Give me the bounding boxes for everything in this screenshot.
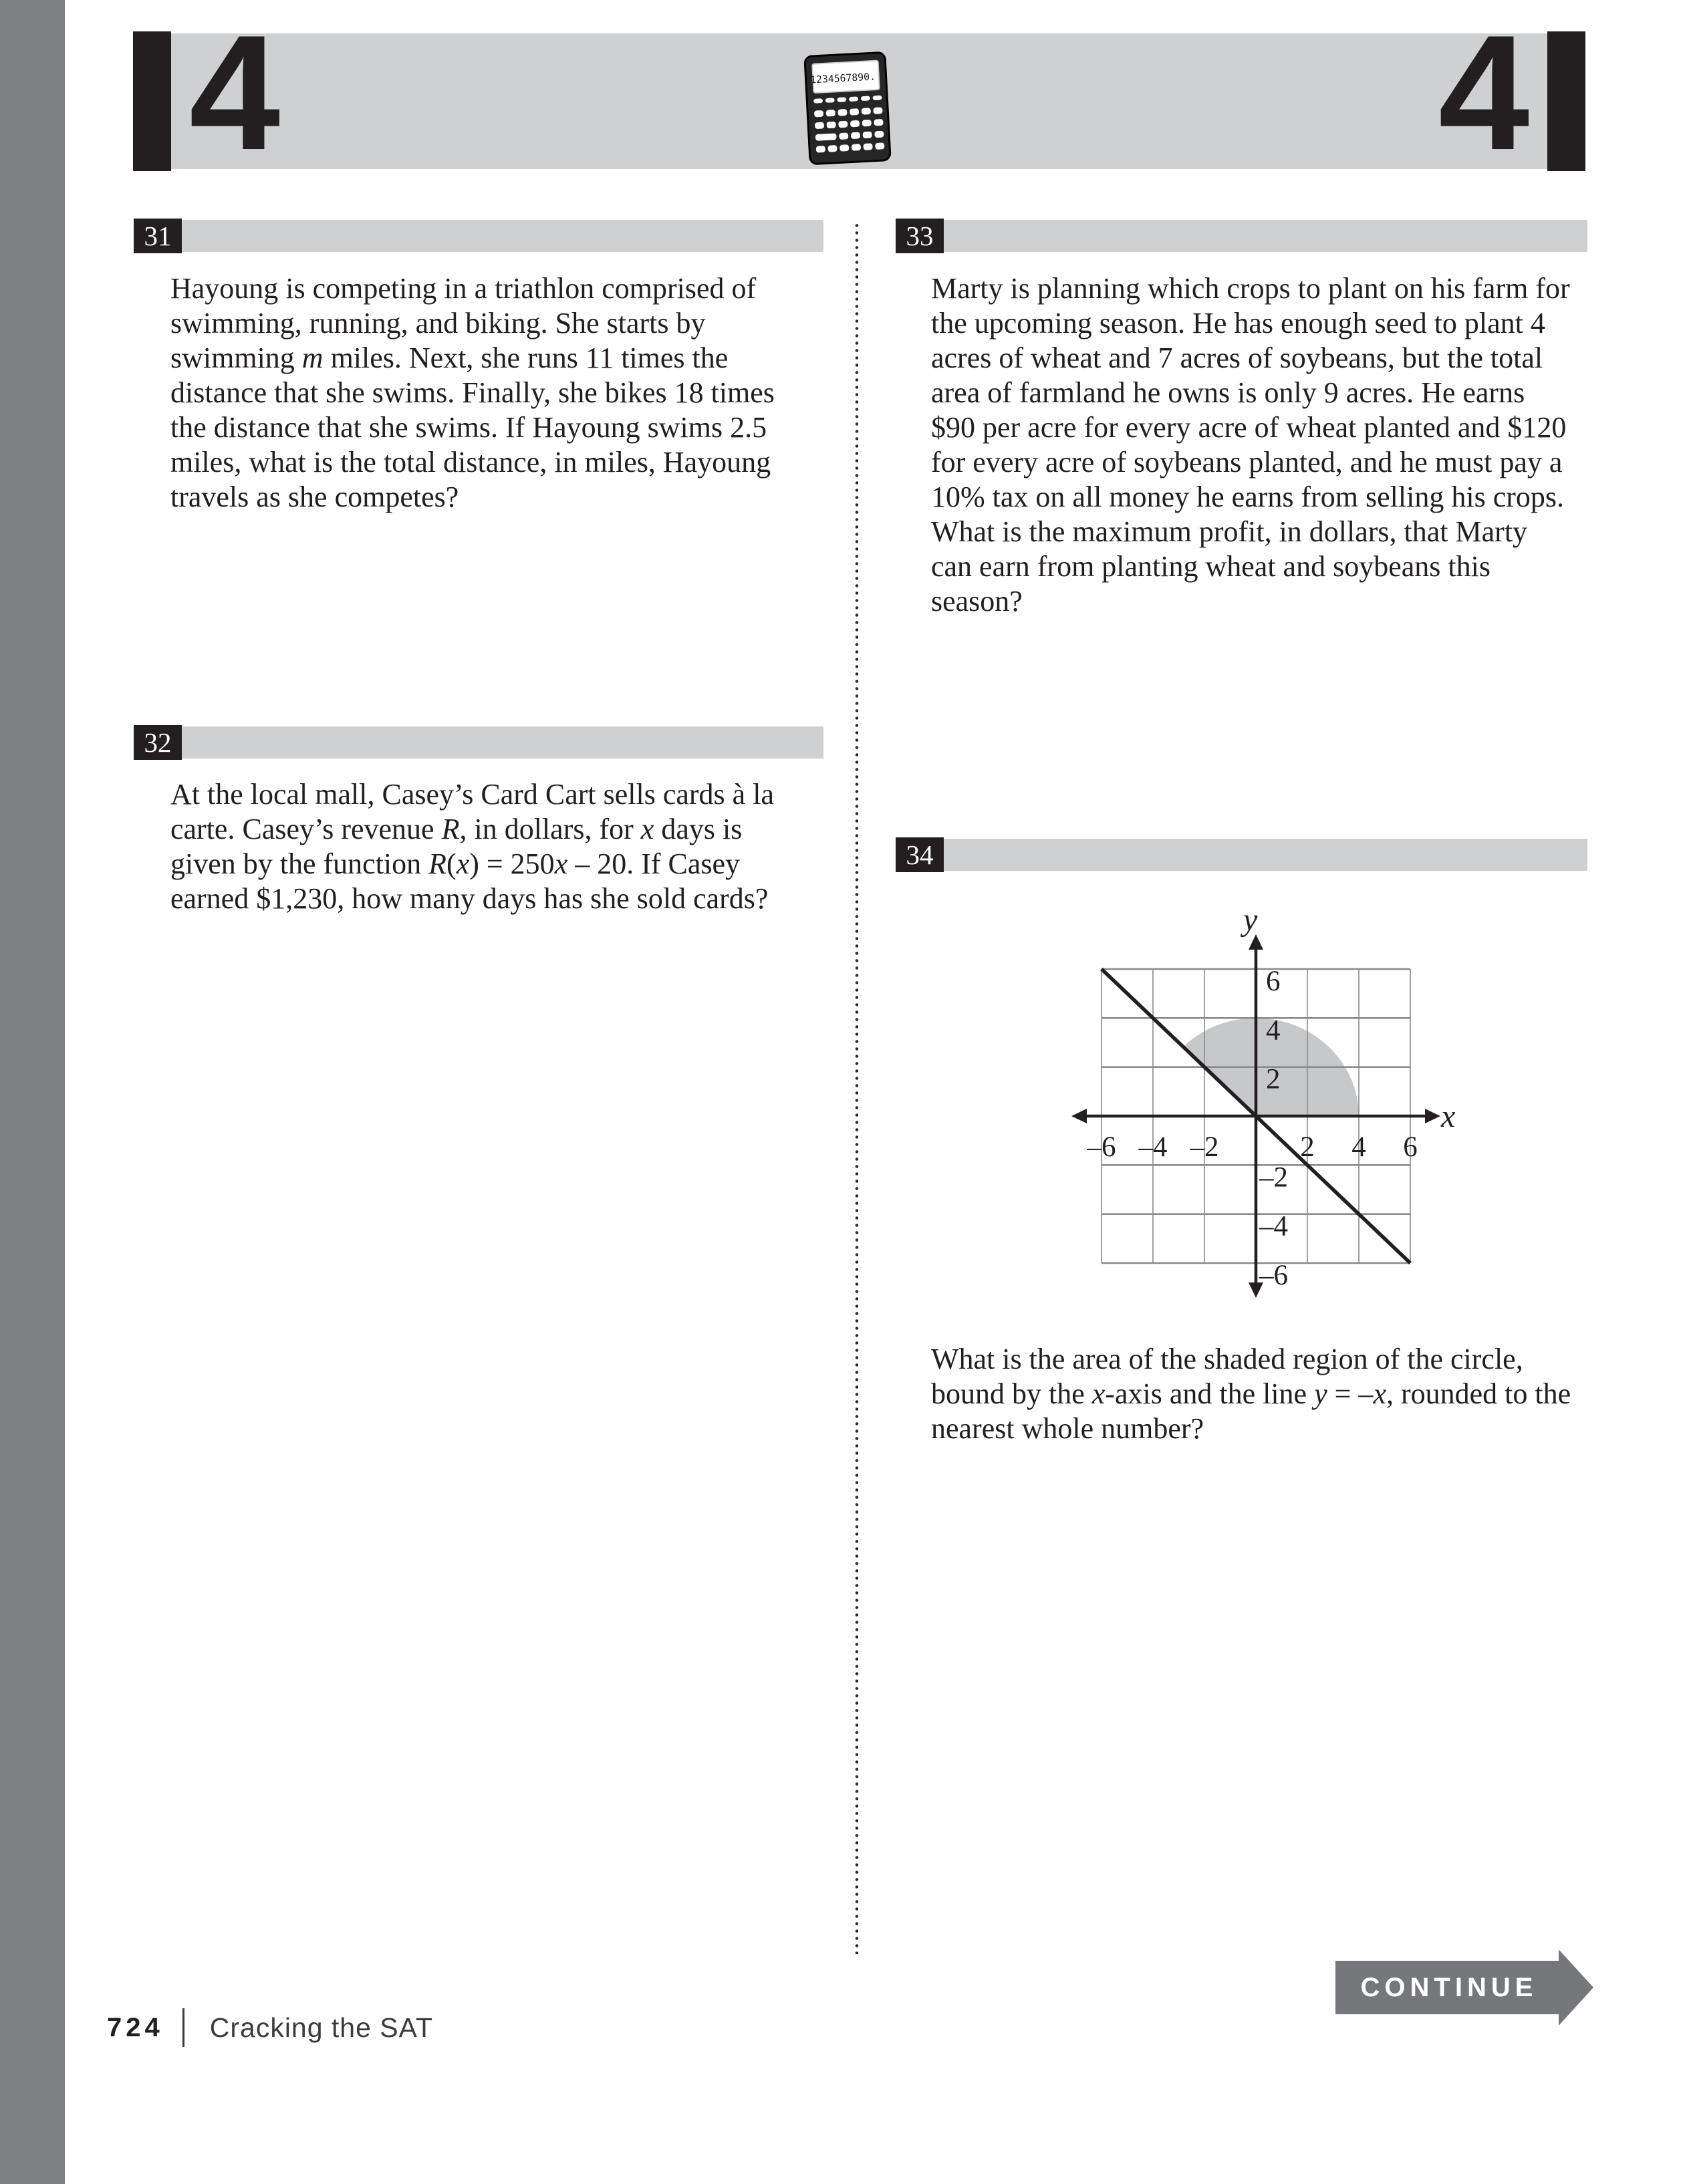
y-axis-label: y [1243,902,1258,938]
book-title: Cracking the SAT [209,2012,434,2043]
svg-text:6: 6 [1266,965,1281,997]
question-34-text: What is the area of the shaded region of the circle, bound by the x-axis and the line y = –x, rounded to the nearest whole number? [931,1343,1571,1445]
question-33-text: Marty is planning which crops to plant on his farm for the upcoming season. He has enough seed to plant 4 acres of wheat and 7 acres of soybeans, but the total area of farmland he owns is only 9 acres. He earns $90 per acre for every acre of wheat planted and $120 for every acre of soybeans planted, and he must pay a 10% tax on all money he earns from selling his crops. What is the maximum profit, in dollars, that Marty can earn from planting wheat and soybeans this season? [931,272,1570,618]
svg-text:2: 2 [1266,1063,1281,1095]
question-31-band [134,220,823,252]
question-34-graph [1069,899,1470,1300]
svg-text:–2: –2 [1259,1162,1288,1194]
page-edge-strip [0,0,65,2184]
question-32-text: At the local mall, Casey’s Card Cart sells cards à la carte. Casey’s revenue R, in dollars, for x days is given by the function R(x) = 250x – 20. If Casey earned $1,230, how many days has she sold cards? [170,778,774,915]
header-left-bar [133,31,171,171]
question-31-text: Hayoung is competing in a triathlon comprised of swimming, running, and biking. She starts by swimming m miles. Next, she runs 11 times the distance that she swims. Finally, she bikes 18 times the distance that she swims. If Hayoung swims 2.5 miles, what is the total distance, in miles, Hayoung travels as she competes? [170,272,775,513]
question-number: 34 [906,839,934,870]
calculator-display: 1234567890. [809,71,876,86]
svg-text:–2: –2 [1190,1131,1219,1163]
question-32-number-badge [134,725,182,760]
svg-text:4: 4 [1266,1014,1281,1047]
question-number: 32 [144,727,172,758]
section-number-left: 4 [189,1,281,184]
question-34-band [896,839,1587,871]
svg-text:6: 6 [1403,1131,1418,1163]
header-right-bar [1547,31,1585,171]
question-32-band [134,726,823,759]
svg-text:–4: –4 [1259,1210,1288,1242]
x-axis-label: x [1441,1099,1456,1134]
question-number: 33 [906,221,934,251]
x-axis-tick-labels [1087,1131,1418,1163]
svg-text:4: 4 [1351,1131,1366,1163]
svg-text:–6: –6 [1087,1131,1116,1163]
svg-text:2: 2 [1300,1131,1315,1163]
question-number: 31 [144,221,172,251]
question-34-number-badge [896,837,944,872]
continue-label: CONTINUE [1360,1972,1538,2002]
continue-arrow-icon [1559,1949,1593,2026]
svg-text:–4: –4 [1138,1131,1168,1163]
y-axis-tick-labels [1259,966,1288,1291]
svg-text:–6: –6 [1259,1260,1288,1292]
page-number: 724 [107,2012,164,2042]
continue-button[interactable] [1335,1961,1559,2014]
footer-divider [182,2008,184,2047]
question-33-number-badge [896,219,944,253]
question-31-number-badge [134,219,182,253]
section-number-right: 4 [1438,1,1530,184]
column-divider [855,222,859,1954]
calculator-icon [802,50,894,166]
question-33-band [896,220,1587,252]
page-footer [107,2008,433,2047]
